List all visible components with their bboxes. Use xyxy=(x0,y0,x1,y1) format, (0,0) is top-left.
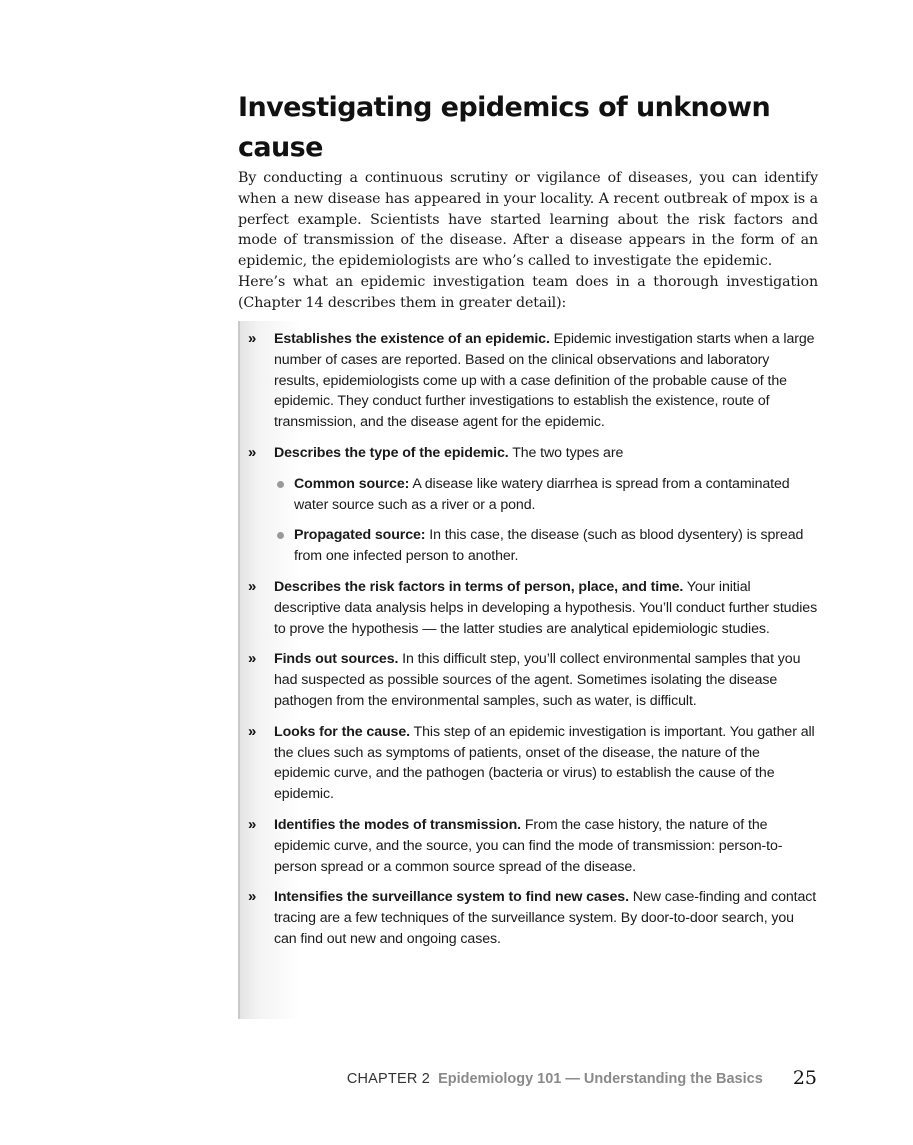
lead-in-paragraph: Here’s what an epidemic investigation team does in a thorough investigation (Chapter 14 describes them in greater detail): xyxy=(238,273,818,311)
bullet-text: Your initial descriptive data analysis helps in developing a hypothesis. You’ll conduct further studies to prove the hypothesis — the latter studies are analytical epidemiologic studies. xyxy=(274,578,818,637)
list-item xyxy=(238,443,818,567)
bullet-lead: Finds out sources. xyxy=(274,651,399,668)
bullet-text: This step of an epidemic investigation is important. You gather all the clues such as symptoms of patients, onset of the disease, the nature of the epidemic curve, and the pathogen (bacteria or virus) to establish the cause of the epidemic. xyxy=(274,723,815,803)
footer-chapter-title: Epidemiology 101 — Understanding the Basics xyxy=(438,1071,763,1087)
chevron-bullet-icon: » xyxy=(248,722,255,740)
bullet-lead: Identifies the modes of transmission. xyxy=(274,816,521,833)
sub-bullet-text: A disease like watery diarrhea is spread from a contaminated water source such as a river or a pond. xyxy=(294,475,790,513)
chevron-bullet-icon: » xyxy=(248,650,255,668)
bullet-lead: Looks for the cause. xyxy=(274,723,410,740)
bullet-text: New case-finding and contact tracing are a few techniques of the surveillance system. By door-to-door search, you can find out new and ongoing cases. xyxy=(274,889,817,947)
investigation-steps-list xyxy=(238,329,818,960)
dot-bullet-icon xyxy=(277,481,284,488)
sub-bullet-lead: Propagated source: xyxy=(294,527,426,544)
chevron-bullet-icon: » xyxy=(248,815,255,833)
chevron-bullet-icon: » xyxy=(248,888,255,906)
page-content xyxy=(238,88,818,314)
bullet-lead: Establishes the existence of an epidemic. xyxy=(274,331,550,347)
bullet-text: In this difficult step, you’ll collect environmental samples that you had suspected as possible sources of the agent. Sometimes isolating the disease pathogen from the environmental samples, such as water, is difficult. xyxy=(274,651,801,709)
list-item xyxy=(238,887,818,949)
bullet-lead: Describes the type of the epidemic. xyxy=(274,444,509,461)
chevron-bullet-icon: » xyxy=(248,577,255,595)
sub-list-item xyxy=(274,474,818,516)
list-item xyxy=(238,329,818,433)
list-item xyxy=(238,722,818,805)
page-footer xyxy=(347,1066,817,1088)
sub-list-item xyxy=(274,525,818,567)
page-number: 25 xyxy=(792,1067,817,1089)
intro-paragraph: By conducting a continuous scrutiny or vigilance of diseases, you can identify when a new disease has appeared in your locality. A recent outbreak of mpox is a perfect example. Scientists have started learning about the risk factors and mode of transmission of the disease. After a disease appears in the form of an epidemic, the epidemiologists are who’s called to investigate the epidemic. xyxy=(238,170,818,270)
bullet-lead: Describes the risk factors in terms of person, place, and time. xyxy=(274,578,684,595)
bullet-text: Epidemic investigation starts when a large number of cases are reported. Based on the clinical observations and laboratory results, epidemiologists come up with a case definition of the probable cause of the epidemic. They conduct further investigations to establish the existence, route of transmission, and the disease agent for the epidemic. xyxy=(274,331,815,431)
list-item xyxy=(238,815,818,877)
section-heading: Investigating epidemics of unknown cause xyxy=(238,92,771,163)
chevron-bullet-icon: » xyxy=(248,330,255,347)
footer-chapter-label: CHAPTER 2 xyxy=(346,1071,431,1087)
list-item xyxy=(238,649,818,711)
bullet-lead: Intensifies the surveillance system to find new cases. xyxy=(274,889,629,906)
epidemic-types-sublist xyxy=(274,474,818,567)
dot-bullet-icon xyxy=(277,532,284,539)
sub-bullet-lead: Common source: xyxy=(294,475,410,492)
list-item xyxy=(238,577,818,639)
chevron-bullet-icon: » xyxy=(248,443,255,461)
bullet-text: From the case history, the nature of the epidemic curve, and the source, you can find the mode of transmission: person-to-person spread or a common source spread of the disease. xyxy=(274,816,783,875)
bullet-text: The two types are xyxy=(508,444,624,461)
sub-bullet-text: In this case, the disease (such as blood dysentery) is spread from one infected person to another. xyxy=(294,527,804,565)
